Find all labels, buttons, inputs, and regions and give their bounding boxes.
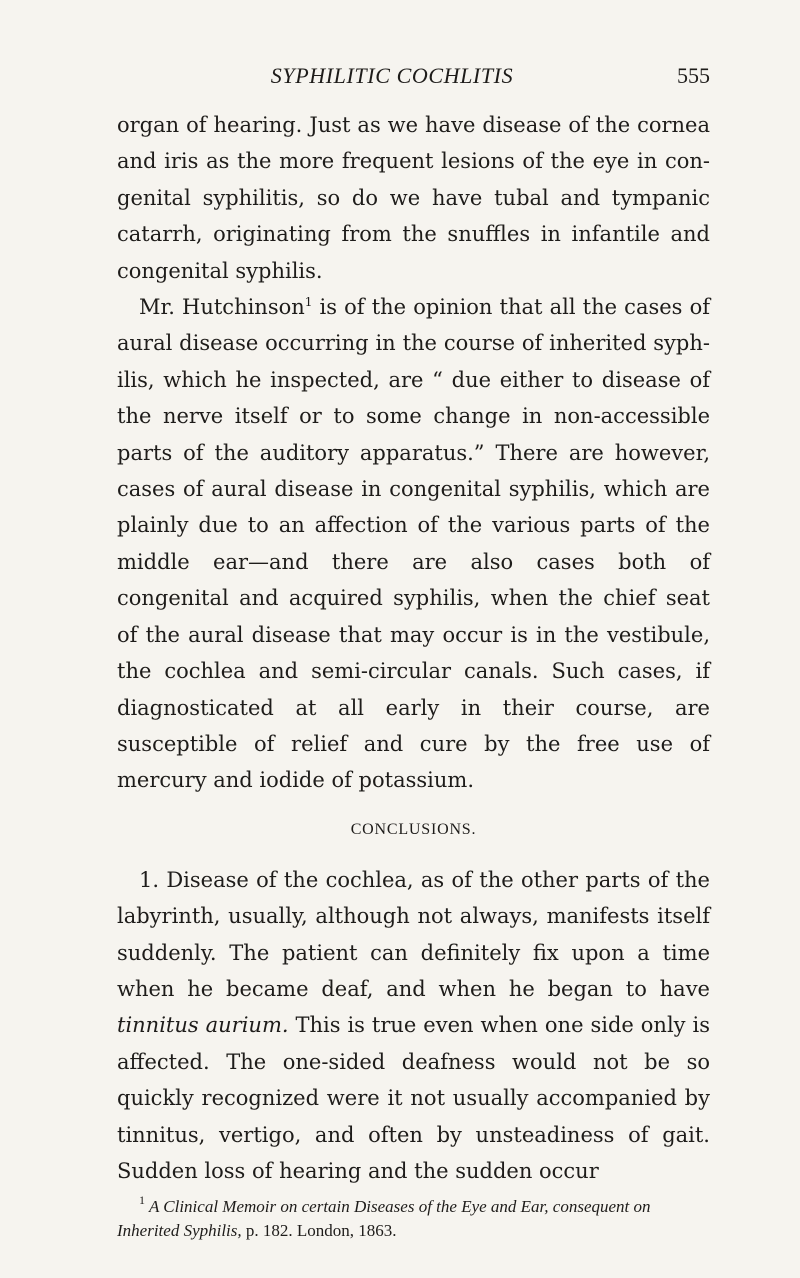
footnote-citation: p. 182. London, 1863. (241, 1221, 397, 1240)
paragraph-hutchinson-start: Mr. Hutchinson (139, 295, 305, 320)
footnote (117, 1195, 710, 1243)
paragraph-hutchinson (117, 289, 710, 799)
footnote-title: A Clinical Memoir on certain Diseases of the Eye and Ear, consequent on Inherited Syphilis, (117, 1197, 651, 1240)
body-text (117, 107, 710, 1189)
paragraph-hutchinson-rest: is of the opinion that all the cases of aural disease occurring in the course of inherited syphilis, which he inspected, are “ due either to disease of the nerve itself or to some change in non-accessible parts of the auditory apparatus.” There are however, cases of aural disease in congenital syphilis, which are plainly due to an affection of the various parts of the middle ear—and there are also cases both of congenital and acquired syphilis, when the chief seat of the aural disease that may occur is in the vestibule, the cochlea and semi-circular canals. Such cases, if diagnosticated at all early in their course, are susceptible of relief and cure by the free use of mercury and iodide of potassium. (117, 295, 710, 793)
section-heading: CONCLUSIONS. (350, 820, 477, 838)
page-number: 555 (677, 63, 710, 88)
footnote-number: 1 (139, 1193, 145, 1207)
footnote-ref: 1 (304, 295, 313, 310)
conclusion-1-italic: tinnitus aurium. (117, 1013, 289, 1038)
running-head (117, 58, 710, 98)
running-title: SYPHILITIC COCHLITIS (270, 63, 514, 88)
conclusion-1-start: 1. Disease of the cochlea, as of the other parts of the labyrinth, usually, although not always, manifests itself suddenly. The patient can definitely fix upon a time when he became deaf, and when he began to have (117, 867, 710, 1001)
conclusion-1-rest: This is true even when one side only is affected. The one-sided deafness would not be so quickly recognized were it not usually accompanied by tinnitus, vertigo, and often by unsteadiness of gait. Sudden loss of hearing and the sudden occur (117, 1013, 710, 1183)
conclusion-1 (117, 862, 710, 1190)
footnote-text (117, 1195, 710, 1243)
paragraph-continued: organ of hearing. Just as we have disease of the cornea and iris as the more frequent lesions of the eye in congenital syphilitis, so do we have tubal and tympanic catarrh, originating from the snuffles in infantile and congenital syphilis. (117, 113, 710, 283)
